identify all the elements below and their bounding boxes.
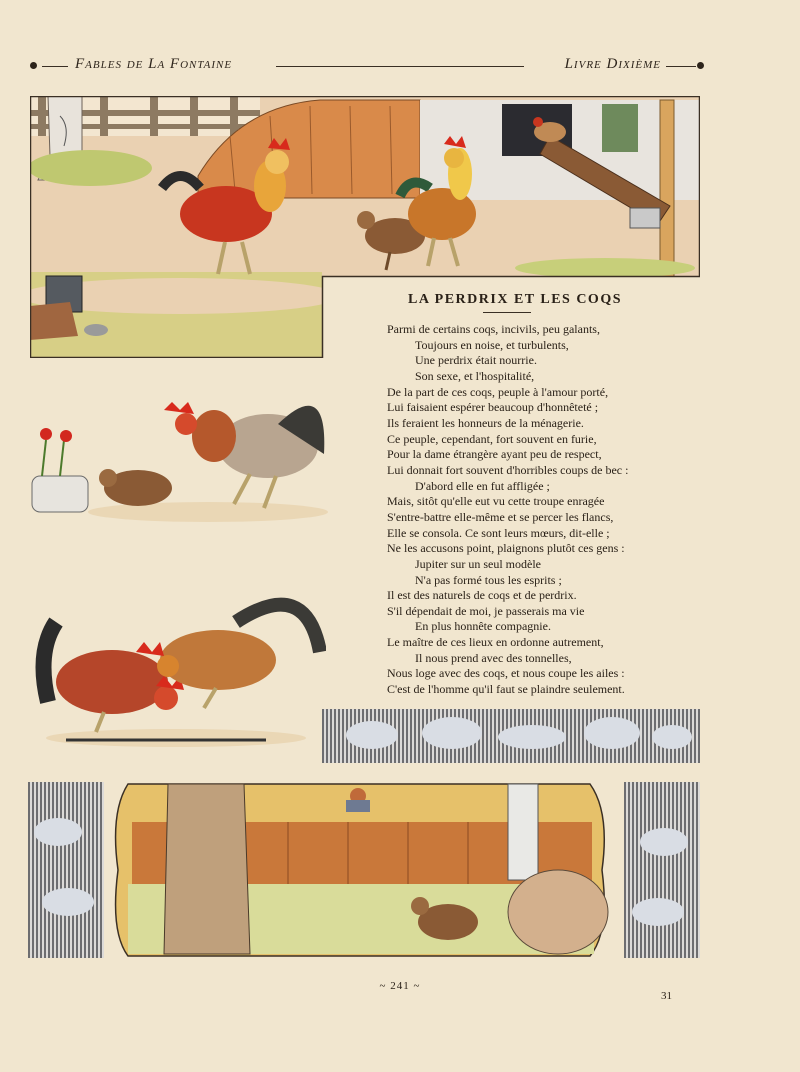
verse-line: Ce peuple, cependant, fort souvent en furie, (387, 431, 597, 446)
verse-line: Il est des naturels de coqs et de perdrix. (387, 588, 577, 603)
verse-line: N'a pas formé tous les esprits ; (415, 572, 562, 587)
field-illustration (28, 782, 700, 960)
signature-mark: 31 (661, 990, 672, 1002)
ornament-dot (30, 62, 37, 69)
ornament-dot (697, 62, 704, 69)
page-number: ~ 241 ~ (379, 980, 421, 992)
verse-line: S'il dépendait de moi, je passerais ma vie (387, 603, 585, 618)
page-number-value: 241 (390, 980, 410, 992)
verse-line: Pour la dame étrangère ayant peu de respect, (387, 447, 602, 462)
book-section: Livre Dixième (564, 56, 661, 72)
title-rule (483, 312, 531, 313)
verse-line: Ne les accusons point, plaignons plutôt ces gens : (387, 541, 625, 556)
verse-line: Elle se consola. Ce sont leurs mœurs, dit-elle ; (387, 525, 610, 540)
verse-line: Le maître de ces lieux en ordonne autrement, (387, 635, 604, 650)
running-header (30, 54, 706, 78)
verse-line: C'est de l'homme qu'il faut se plaindre seulement. (387, 682, 625, 697)
verse-line: Son sexe, et l'hospitalité, (415, 368, 535, 383)
verse-line: Mais, sitôt qu'elle eut vu cette troupe enragée (387, 494, 605, 509)
fighting-roosters-vignette (26, 582, 326, 750)
verse-line: Ils feraient les honneurs de la ménagerie. (387, 415, 584, 430)
verse-line: Lui faisaient espérer beaucoup d'honnêteté ; (387, 400, 599, 415)
verse-line: S'entre-battre elle-même et se percer les flancs, (387, 509, 614, 524)
verse-line: Parmi de certains coqs, incivils, peu galants, (387, 322, 600, 336)
book-title: Fables de La Fontaine (75, 56, 233, 72)
verse-line: Il nous prend avec des tonnelles, (415, 650, 572, 665)
verse-line: En plus honnête compagnie. (415, 619, 551, 634)
verse-line: De la part de ces coqs, peuple à l'amour porté, (387, 384, 609, 399)
verse-line: Jupiter sur un seul modèle (415, 556, 541, 571)
verse-line: Toujours en noise, et turbulents, (415, 337, 569, 352)
verse-line: D'abord elle en fut affligée ; (415, 478, 550, 493)
fable-verses (387, 322, 687, 698)
header-rule (276, 66, 524, 67)
header-rule (42, 66, 68, 67)
verse-line: Lui donnait fort souvent d'horribles coups de bec : (387, 462, 629, 477)
rooster-and-partridge-vignette (28, 380, 328, 525)
fable-title: LA PERDRIX ET LES COQS (407, 292, 622, 307)
verse-line: Une perdrix était nourrie. (415, 353, 537, 368)
header-rule (666, 66, 696, 67)
verse-line: Nous loge avec des coqs, et nous coupe les ailes : (387, 666, 625, 681)
farmyard-illustration (30, 96, 700, 358)
decorative-frieze (322, 709, 700, 763)
